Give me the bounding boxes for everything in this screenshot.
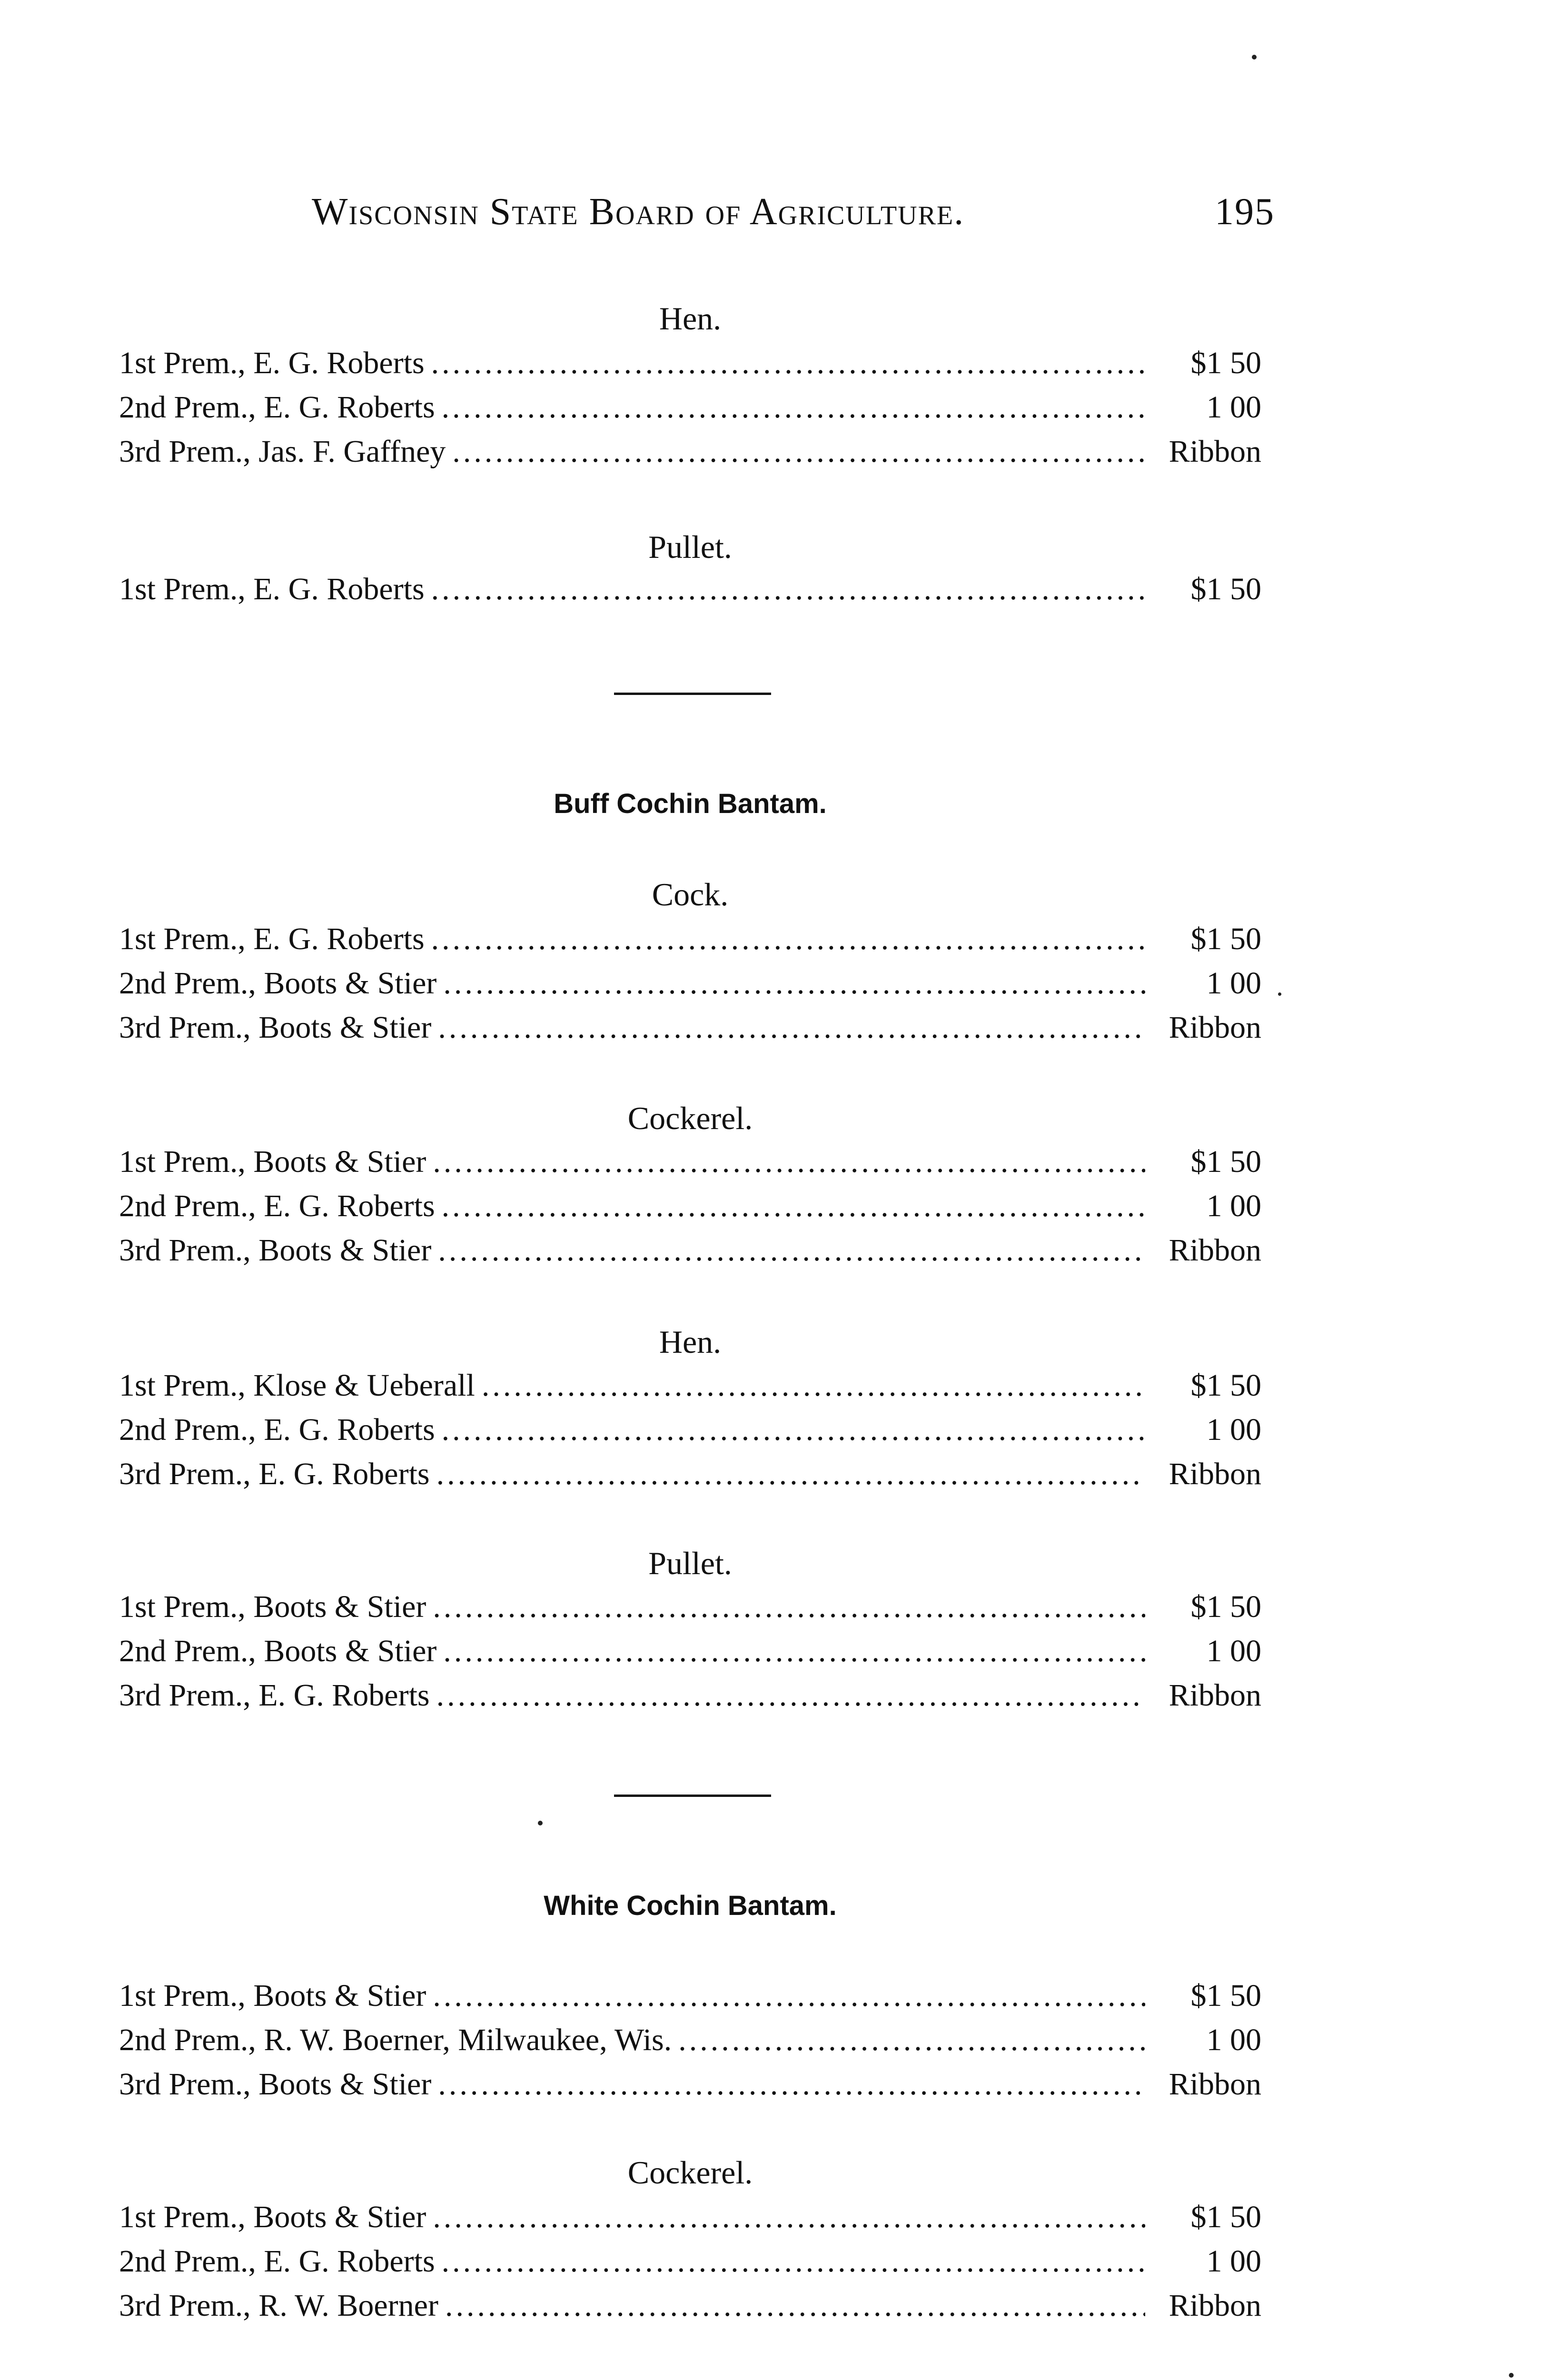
exhibitor-name: Boots & Stier — [264, 966, 437, 1001]
premium-row — [119, 921, 1261, 959]
dot-leader — [433, 1144, 1145, 1180]
exhibitor-name: E. G. Roberts — [264, 390, 435, 425]
exhibitor-name: Klose & Ueberall — [253, 1368, 475, 1403]
section-divider — [614, 1795, 771, 1797]
exhibitor-name: Boots & Stier — [253, 1589, 426, 1624]
award-value: 1 00 — [1206, 966, 1261, 1001]
premium-row — [119, 2066, 1261, 2104]
premium-row — [119, 571, 1261, 609]
scan-speck — [1252, 55, 1257, 60]
exhibitor-name: Boots & Stier — [253, 1144, 426, 1179]
place-label: 1st Prem., — [119, 1144, 246, 1179]
award-value: $1 50 — [1190, 1589, 1261, 1624]
class-heading-hen: Hen. — [659, 300, 722, 337]
exhibitor-name: Boots & Stier — [253, 1978, 426, 2013]
dot-leader — [436, 1677, 1145, 1714]
premium-row — [119, 389, 1261, 427]
dot-leader — [678, 2022, 1145, 2058]
premium-row — [119, 1188, 1261, 1226]
place-label: 2nd Prem., — [119, 1412, 256, 1447]
class-heading-pullet: Pullet. — [648, 529, 732, 565]
place-label: 3rd Prem., — [119, 1233, 251, 1268]
award-value: 1 00 — [1206, 2023, 1261, 2057]
award-value: $1 50 — [1190, 1144, 1261, 1179]
dot-leader — [443, 965, 1145, 1002]
scan-speck — [1509, 2373, 1514, 2378]
place-label: 1st Prem., — [119, 1589, 246, 1624]
exhibitor-name: R. W. Boerner, Milwaukee, Wis. — [264, 2023, 672, 2057]
award-value: $1 50 — [1190, 1368, 1261, 1403]
place-label: 3rd Prem., — [119, 1678, 251, 1713]
page-header-title: Wisconsin State Board of Agriculture. — [312, 191, 965, 233]
exhibitor-name: E. G. Roberts — [253, 572, 425, 606]
exhibitor-name: E. G. Roberts — [258, 1457, 430, 1491]
place-label: 2nd Prem., — [119, 1634, 256, 1668]
dot-leader — [433, 1978, 1145, 2014]
dot-leader — [436, 1456, 1145, 1492]
exhibitor-name: E. G. Roberts — [253, 346, 425, 380]
premium-row — [119, 345, 1261, 383]
award-value: Ribbon — [1169, 1678, 1261, 1713]
dot-leader — [438, 1010, 1145, 1046]
award-value: 1 00 — [1206, 390, 1261, 425]
premium-row — [119, 2243, 1261, 2281]
place-label: 1st Prem., — [119, 2200, 246, 2234]
award-value: $1 50 — [1190, 1978, 1261, 2013]
class-heading-cockerel: Cockerel. — [627, 1100, 753, 1136]
premium-row — [119, 434, 1261, 472]
dot-leader — [442, 2243, 1145, 2280]
premium-row — [119, 1633, 1261, 1671]
premium-row — [119, 1010, 1261, 1048]
premium-row — [119, 1456, 1261, 1494]
place-label: 1st Prem., — [119, 1368, 246, 1403]
premium-row — [119, 1144, 1261, 1182]
dot-leader — [431, 345, 1145, 381]
place-label: 1st Prem., — [119, 572, 246, 606]
award-value: Ribbon — [1169, 1010, 1261, 1045]
award-value: $1 50 — [1190, 922, 1261, 956]
award-value: Ribbon — [1169, 1233, 1261, 1268]
premium-row — [119, 2288, 1261, 2326]
place-label: 3rd Prem., — [119, 2067, 251, 2102]
place-label: 3rd Prem., — [119, 434, 251, 469]
dot-leader — [443, 1633, 1145, 1669]
premium-row — [119, 2199, 1261, 2237]
class-heading-hen: Hen. — [659, 1324, 722, 1360]
award-value: 1 00 — [1206, 2244, 1261, 2279]
award-value: Ribbon — [1169, 434, 1261, 469]
scan-speck — [538, 1821, 543, 1825]
award-value: Ribbon — [1169, 2288, 1261, 2323]
place-label: 2nd Prem., — [119, 2023, 256, 2057]
dot-leader — [442, 1412, 1145, 1448]
place-label: 1st Prem., — [119, 1978, 246, 2013]
dot-leader — [442, 389, 1145, 426]
premium-row — [119, 1412, 1261, 1450]
exhibitor-name: Boots & Stier — [258, 1233, 432, 1268]
award-value: $1 50 — [1190, 2200, 1261, 2234]
award-value: Ribbon — [1169, 1457, 1261, 1491]
dot-leader — [445, 2288, 1145, 2324]
award-value: 1 00 — [1206, 1412, 1261, 1447]
award-value: $1 50 — [1190, 346, 1261, 380]
award-value: $1 50 — [1190, 572, 1261, 606]
exhibitor-name: Boots & Stier — [253, 2200, 426, 2234]
dot-leader — [431, 921, 1145, 957]
section-heading-white-cochin-bantam: White Cochin Bantam. — [544, 1890, 837, 1921]
place-label: 3rd Prem., — [119, 1010, 251, 1045]
award-value: 1 00 — [1206, 1634, 1261, 1668]
dot-leader — [482, 1368, 1145, 1404]
premium-row — [119, 965, 1261, 1003]
exhibitor-name: R. W. Boerner — [258, 2288, 438, 2323]
premium-row — [119, 1677, 1261, 1716]
dot-leader — [442, 1188, 1145, 1224]
place-label: 1st Prem., — [119, 346, 246, 380]
class-heading-cock: Cock. — [652, 876, 729, 912]
dot-leader — [438, 1232, 1145, 1269]
scan-speck — [1278, 992, 1281, 996]
premium-row — [119, 2022, 1261, 2060]
section-divider — [614, 693, 771, 695]
place-label: 2nd Prem., — [119, 2244, 256, 2279]
place-label: 3rd Prem., — [119, 1457, 251, 1491]
place-label: 3rd Prem., — [119, 2288, 251, 2323]
exhibitor-name: Boots & Stier — [264, 1634, 437, 1668]
award-value: Ribbon — [1169, 2067, 1261, 2102]
exhibitor-name: E. G. Roberts — [264, 2244, 435, 2279]
exhibitor-name: E. G. Roberts — [264, 1189, 435, 1223]
dot-leader — [438, 2066, 1145, 2102]
exhibitor-name: Boots & Stier — [258, 2067, 432, 2102]
premium-row — [119, 1589, 1261, 1627]
place-label: 2nd Prem., — [119, 966, 256, 1001]
section-heading-buff-cochin-bantam: Buff Cochin Bantam. — [554, 788, 827, 819]
class-heading-cockerel: Cockerel. — [627, 2154, 753, 2191]
place-label: 2nd Prem., — [119, 390, 256, 425]
place-label: 1st Prem., — [119, 922, 246, 956]
running-header — [312, 190, 1275, 243]
class-heading-pullet: Pullet. — [648, 1545, 732, 1581]
place-label: 2nd Prem., — [119, 1189, 256, 1223]
exhibitor-name: Boots & Stier — [258, 1010, 432, 1045]
award-value: 1 00 — [1206, 1189, 1261, 1223]
premium-row — [119, 1978, 1261, 2016]
exhibitor-name: E. G. Roberts — [264, 1412, 435, 1447]
premium-row — [119, 1232, 1261, 1270]
page-number: 195 — [1215, 191, 1275, 233]
dot-leader — [433, 2199, 1145, 2235]
premium-row — [119, 1368, 1261, 1406]
exhibitor-name: Jas. F. Gaffney — [258, 434, 446, 469]
dot-leader — [433, 1589, 1145, 1625]
dot-leader — [452, 434, 1145, 470]
exhibitor-name: E. G. Roberts — [258, 1678, 430, 1713]
exhibitor-name: E. G. Roberts — [253, 922, 425, 956]
dot-leader — [431, 571, 1145, 607]
